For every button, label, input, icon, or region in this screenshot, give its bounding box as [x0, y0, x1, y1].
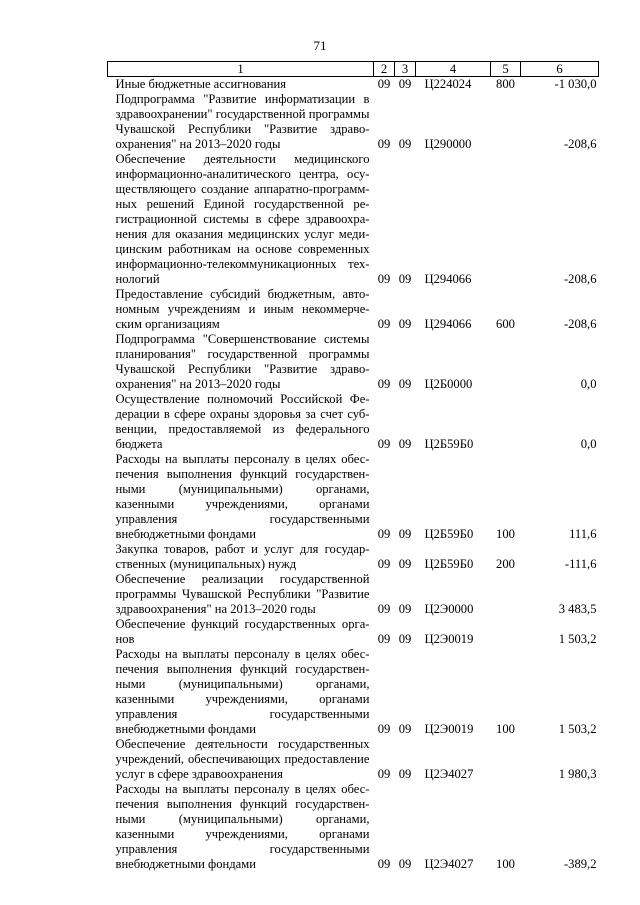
row-amount: 0,0 [580, 377, 597, 391]
row-target-item: Ц2Э4027 [424, 857, 474, 871]
row-name: Расходы на выплаты персоналу в целях обеспечения выполнения функций государственными (муниципальными) органами, казенными учреждениями, органами управления государственными внебюджетными фондами [115, 647, 370, 736]
row-target-item: Ц294066 [424, 317, 472, 331]
row-subsection: 09 [398, 272, 412, 286]
table-row [108, 452, 599, 542]
row-expense-type [491, 392, 521, 452]
row-expense-type [491, 332, 521, 392]
row-section: 09 [377, 557, 391, 571]
row-section: 09 [377, 77, 391, 91]
table-header-row [108, 62, 599, 77]
row-amount: 0,0 [580, 437, 597, 451]
table-row [108, 392, 599, 452]
row-name: Подпрограмма "Развитие информатизации в здравоохранении" государственной программы Чувашской Республики "Развитие здравоохранения" на 2013–2020 годы [115, 92, 370, 151]
row-target-item: Ц2Э0019 [424, 722, 474, 736]
row-amount: -208,6 [563, 317, 597, 331]
row-amount: 111,6 [569, 527, 597, 541]
row-name: Предоставление субсидий бюджетным, автономным учреждениям и иным некоммерческим организациям [115, 287, 370, 331]
row-subsection: 09 [398, 632, 412, 646]
table-row [108, 542, 599, 572]
table-row [108, 617, 599, 647]
row-subsection: 09 [398, 767, 412, 781]
row-section: 09 [377, 857, 391, 871]
row-name: Обеспечение деятельности государственных учреждений, обеспечивающих предоставление услуг в сфере здравоохранения [115, 737, 370, 781]
row-target-item: Ц2Э0019 [424, 632, 474, 646]
row-subsection: 09 [398, 77, 412, 91]
row-section: 09 [377, 632, 391, 646]
column-header-1: 1 [108, 62, 374, 77]
row-name: Осуществление полномочий Российской Федерации в сфере охраны здоровья за счет субвенции, предоставляемой из федерального бюджета [115, 392, 370, 451]
row-expense-type [491, 617, 521, 647]
row-target-item: Ц2Э0000 [424, 602, 474, 616]
table-row [108, 332, 599, 392]
table-row [108, 92, 599, 152]
column-header-3: 3 [395, 62, 416, 77]
row-subsection: 09 [398, 437, 412, 451]
row-target-item: Ц2Э4027 [424, 767, 474, 781]
page-number: 71 [313, 38, 327, 53]
row-target-item: Ц290000 [424, 137, 472, 151]
row-subsection: 09 [398, 137, 412, 151]
row-target-item: Ц2Б59Б0 [424, 437, 474, 451]
row-amount: -389,2 [563, 857, 597, 871]
row-section: 09 [377, 527, 391, 541]
table-row [108, 287, 599, 332]
row-target-item: Ц2Б59Б0 [424, 527, 474, 541]
row-expense-type: 100 [496, 722, 515, 736]
table-row [108, 572, 599, 617]
row-expense-type: 600 [496, 317, 515, 331]
table-row [108, 647, 599, 737]
row-expense-type: 100 [496, 527, 515, 541]
row-section: 09 [377, 602, 391, 616]
row-name: Обеспечение деятельности медицинского информационно-аналитического центра, осуществляющего создание аппаратно-программных решений Единой государственной регистрационной системы в сфере здравоохранения для оказания медицинских услуг медицинским работникам на основе современных информационно-телекоммуникационных технологий [115, 152, 370, 286]
row-target-item: Ц294066 [424, 272, 472, 286]
table-row [108, 782, 599, 872]
row-expense-type [491, 737, 521, 782]
row-section: 09 [377, 137, 391, 151]
row-name: Обеспечение функций государственных органов [115, 617, 370, 646]
column-header-2: 2 [374, 62, 395, 77]
row-section: 09 [377, 272, 391, 286]
row-amount: -1 030,0 [554, 77, 597, 91]
column-header-5: 5 [491, 62, 521, 77]
table-row [108, 737, 599, 782]
row-section: 09 [377, 437, 391, 451]
row-subsection: 09 [398, 602, 412, 616]
row-section: 09 [377, 377, 391, 391]
row-subsection: 09 [398, 527, 412, 541]
row-subsection: 09 [398, 857, 412, 871]
row-expense-type [491, 92, 521, 152]
row-subsection: 09 [398, 317, 412, 331]
row-section: 09 [377, 722, 391, 736]
row-expense-type [491, 572, 521, 617]
row-target-item: Ц224024 [424, 77, 472, 91]
row-amount: -208,6 [563, 137, 597, 151]
row-subsection: 09 [398, 557, 412, 571]
row-section: 09 [377, 317, 391, 331]
column-header-6: 6 [521, 62, 599, 77]
row-name: Обеспечение реализации государственной программы Чувашской Республики "Развитие здравоохранения" на 2013–2020 годы [115, 572, 370, 616]
row-amount: 1 503,2 [558, 632, 597, 646]
row-target-item: Ц2Б59Б0 [424, 557, 474, 571]
row-amount: 3 483,5 [558, 602, 597, 616]
row-amount: 1 980,3 [558, 767, 597, 781]
row-name: Подпрограмма "Совершенствование системы планирования" государственной программы Чувашской Республики "Развитие здравоохранения" на 2013–2020 годы [115, 332, 370, 391]
budget-table [107, 61, 599, 872]
row-amount: 1 503,2 [558, 722, 597, 736]
row-section: 09 [377, 767, 391, 781]
table-row [108, 152, 599, 287]
column-header-4: 4 [416, 62, 491, 77]
row-expense-type [491, 152, 521, 287]
row-name: Расходы на выплаты персоналу в целях обеспечения выполнения функций государственными (муниципальными) органами, казенными учреждениями, органами управления государственными внебюджетными фондами [115, 452, 370, 541]
row-expense-type: 800 [496, 77, 515, 91]
row-amount: -111,6 [564, 557, 597, 571]
row-name: Закупка товаров, работ и услуг для государственных (муниципальных) нужд [115, 542, 370, 571]
row-target-item: Ц2Б0000 [424, 377, 473, 391]
row-expense-type: 100 [496, 857, 515, 871]
row-subsection: 09 [398, 377, 412, 391]
row-name: Расходы на выплаты персоналу в целях обеспечения выполнения функций государственными (муниципальными) органами, казенными учреждениями, органами управления государственными внебюджетными фондами [115, 782, 370, 871]
row-amount: -208,6 [563, 272, 597, 286]
table-row [108, 77, 599, 93]
row-expense-type: 200 [496, 557, 515, 571]
row-subsection: 09 [398, 722, 412, 736]
row-name: Иные бюджетные ассигнования [115, 77, 287, 91]
